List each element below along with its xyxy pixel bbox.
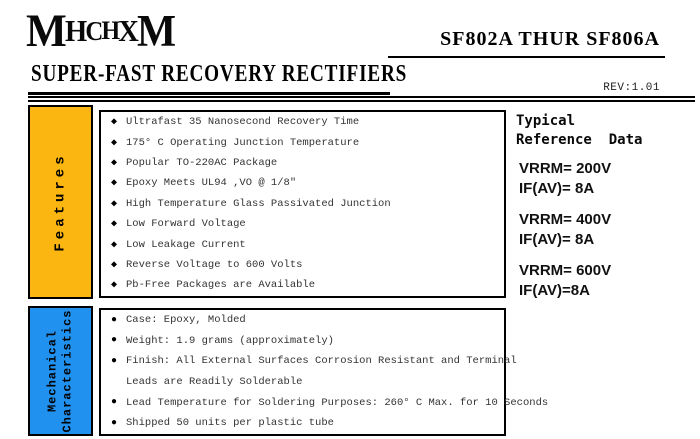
header-rule-top (28, 96, 695, 98)
circle-bullet-icon: ● (111, 314, 118, 326)
revision-label: REV:1.01 (603, 82, 660, 94)
header-rule-bottom (28, 100, 695, 102)
mechanical-item-text: Weight: 1.9 grams (approximately) (126, 334, 334, 347)
diamond-bullet-icon: ◆ (111, 137, 118, 149)
feature-item (111, 214, 504, 234)
features-label: Features (52, 152, 69, 252)
feature-item-text: Popular TO-220AC Package (126, 156, 278, 169)
mechanical-label (46, 309, 76, 432)
mechanical-label-box (28, 306, 93, 436)
logo-letter: H (101, 16, 119, 45)
feature-item (111, 173, 504, 193)
typical-reference-heading-line1: Typical (516, 113, 576, 129)
ifav-value: IF(AV)= 8A (519, 231, 595, 248)
typical-reference-entry (516, 210, 700, 250)
vrrm-value: VRRM= 200V (519, 160, 612, 177)
typical-reference-entry (516, 159, 700, 199)
diamond-bullet-icon: ◆ (111, 219, 118, 231)
mechanical-item-text: Leads are Readily Solderable (126, 376, 303, 389)
feature-item-text: Low Forward Voltage (126, 218, 246, 231)
typical-reference-entries (516, 159, 700, 301)
diamond-bullet-icon: ◆ (111, 178, 118, 190)
circle-bullet-icon: ● (111, 417, 118, 429)
mechanical-item-text: Finish: All External Surfaces Corrosion Resistant and Terminal (126, 355, 517, 368)
diamond-bullet-icon: ◆ (111, 198, 118, 210)
mechanical-label-line1: Mechanical (45, 330, 60, 413)
circle-bullet-icon: ● (111, 397, 118, 409)
ifav-value: IF(AV)=8A (519, 282, 590, 299)
diamond-bullet-icon: ◆ (111, 280, 118, 292)
feature-item-text: Pb-Free Packages are Available (126, 279, 316, 292)
mechanical-item (111, 331, 504, 352)
features-list-box (99, 110, 506, 298)
brand-logo (26, 2, 174, 60)
logo-letter: H (64, 13, 86, 48)
circle-bullet-icon: ● (111, 335, 118, 347)
mechanical-item (111, 372, 504, 393)
logo-letter: C (85, 15, 102, 46)
mechanical-item-text: Case: Epoxy, Molded (126, 314, 246, 327)
typical-reference-entry (516, 261, 700, 301)
logo-letter: X (118, 13, 137, 48)
feature-item (111, 275, 504, 295)
diamond-bullet-icon: ◆ (111, 157, 118, 169)
mechanical-list (111, 310, 549, 434)
typical-reference-heading-line2: Reference Data (516, 132, 643, 148)
mechanical-item (111, 392, 549, 413)
page-title: SUPER-FAST RECOVERY RECTIFIERS (31, 61, 408, 87)
feature-item-text: High Temperature Glass Passivated Junction (126, 197, 391, 210)
diamond-bullet-icon: ◆ (111, 117, 118, 129)
feature-item (111, 255, 504, 275)
feature-item-text: Low Leakage Current (126, 238, 246, 251)
feature-item (111, 153, 504, 173)
feature-item-text: Ultrafast 35 Nanosecond Recovery Time (126, 116, 360, 129)
feature-item-text: Reverse Voltage to 600 Volts (126, 258, 303, 271)
logo-letter: M (26, 5, 65, 57)
feature-item-text: Epoxy Meets UL94 ,VO @ 1/8″ (126, 177, 297, 190)
diamond-bullet-icon: ◆ (111, 259, 118, 271)
mechanical-item (111, 413, 504, 434)
features-label-box (28, 105, 93, 299)
features-list (111, 112, 504, 296)
circle-bullet-icon: ● (111, 355, 118, 367)
mechanical-item-text: Shipped 50 units per plastic tube (126, 417, 334, 430)
mechanical-item-text: Lead Temperature for Soldering Purposes: 260° C Max. for 10 Seconds (126, 396, 549, 409)
mechanical-list-box (99, 308, 549, 436)
vrrm-value: VRRM= 400V (519, 211, 612, 228)
logo-letter: M (136, 6, 175, 56)
typical-reference-panel (516, 112, 700, 301)
header-rule-thick (28, 92, 390, 95)
feature-item (111, 234, 504, 254)
diamond-bullet-icon: ◆ (111, 239, 118, 251)
mechanical-label-line2: Characteristics (60, 309, 75, 433)
vrrm-value: VRRM= 600V (519, 262, 612, 279)
feature-item-text: 175° C Operating Junction Temperature (126, 136, 360, 149)
feature-item (111, 194, 504, 214)
mechanical-item (111, 310, 504, 331)
ifav-value: IF(AV)= 8A (519, 180, 595, 197)
feature-item (111, 112, 504, 132)
part-number-underline (388, 56, 665, 58)
part-number-range: SF802A THUR SF806A (440, 28, 660, 50)
feature-item (111, 132, 504, 152)
mechanical-item (111, 351, 517, 372)
